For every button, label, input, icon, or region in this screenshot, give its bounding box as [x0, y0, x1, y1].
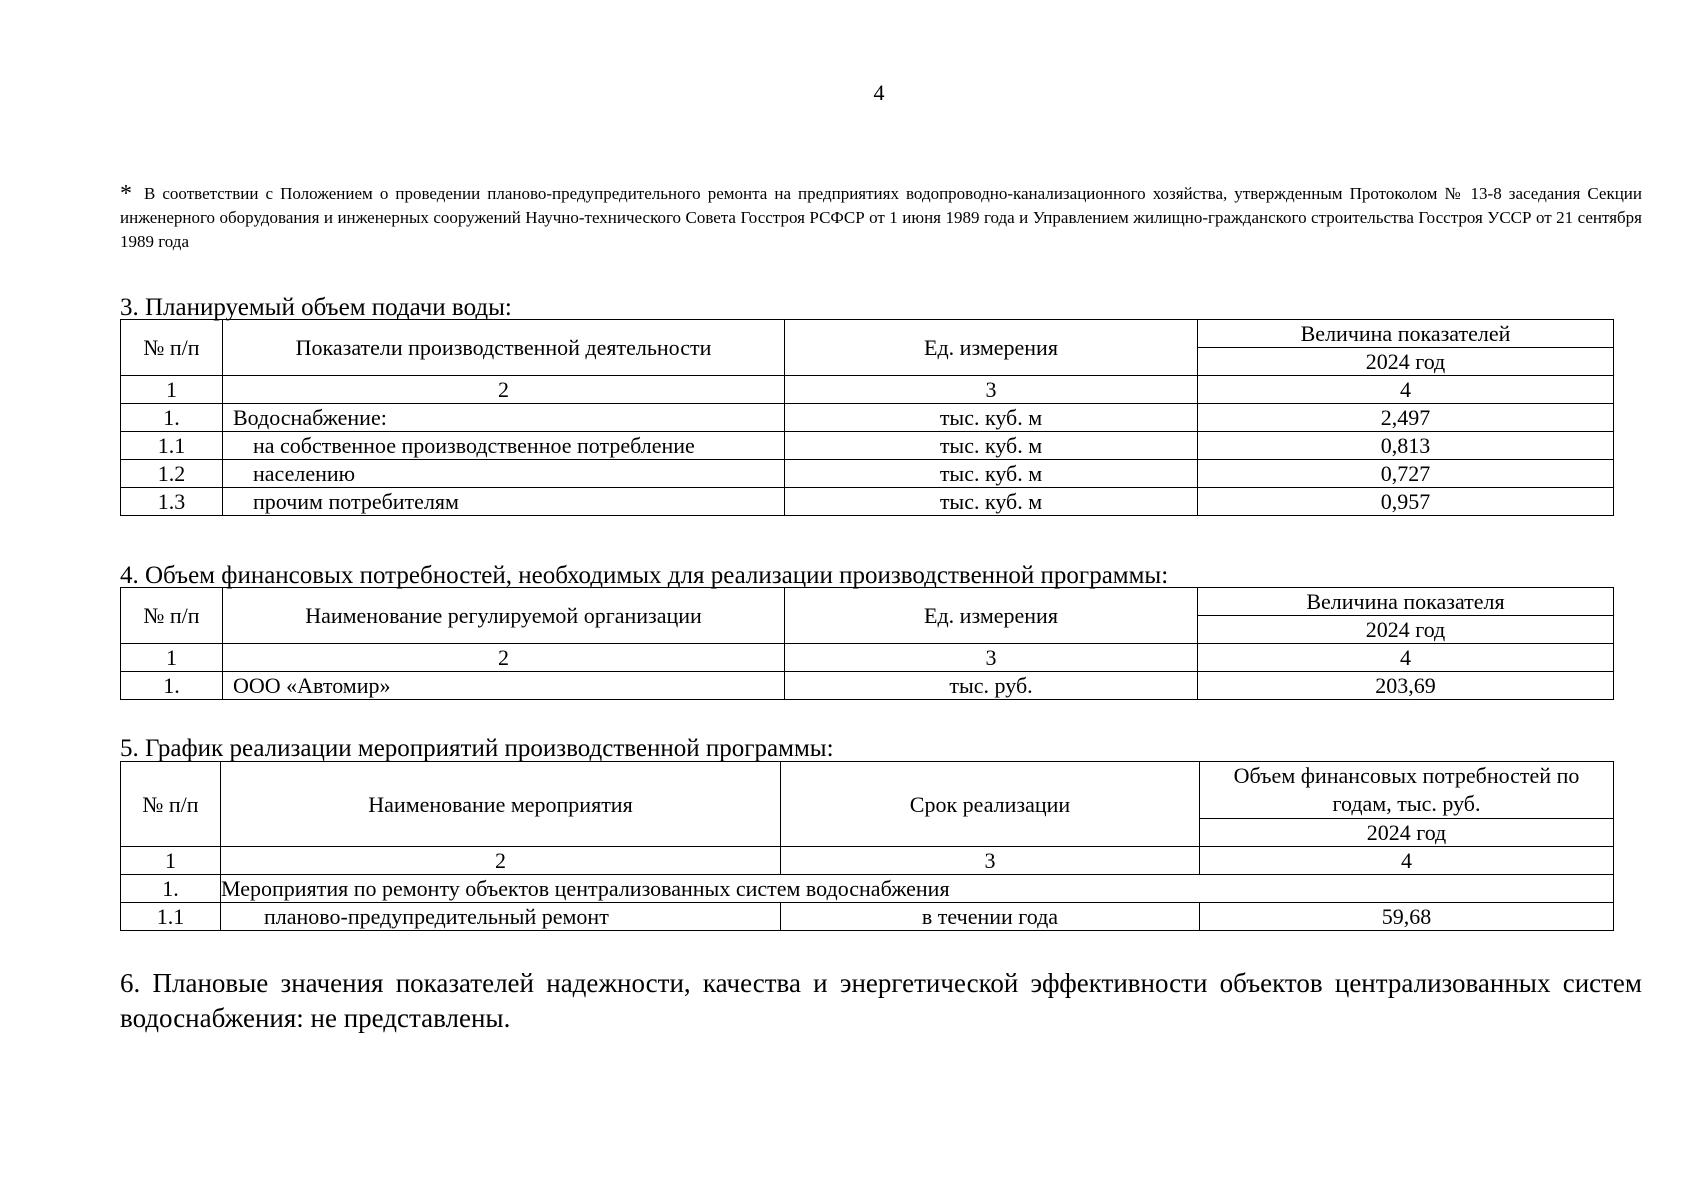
row-num: 1.1 [121, 903, 221, 931]
header-value-group: Объем финансовых потребностей по годам, тыс. руб. [1200, 762, 1614, 819]
column-number: 1 [121, 376, 223, 404]
schedule-table [120, 761, 1614, 931]
row-num: 1. [121, 875, 221, 903]
header-value-group: Величина показателей [1198, 320, 1614, 348]
footnote [120, 182, 1642, 254]
header-year: 2024 год [1198, 348, 1614, 376]
table-row [121, 432, 1614, 460]
financial-needs-table [120, 587, 1614, 700]
row-name: планово-предупредительный ремонт [221, 903, 781, 931]
row-unit: тыс. куб. м [785, 488, 1198, 516]
header-name: Наименование регулируемой организации [223, 588, 785, 644]
column-numbers-row [121, 847, 1614, 875]
row-unit: тыс. куб. м [785, 460, 1198, 488]
table-header-row [121, 320, 1614, 348]
row-unit: тыс. куб. м [785, 432, 1198, 460]
header-term: Срок реализации [781, 762, 1200, 847]
row-value: 0,727 [1198, 460, 1614, 488]
column-number: 3 [781, 847, 1200, 875]
section3-title: 3. Планируемый объем подачи воды: [120, 294, 512, 321]
row-value: 0,957 [1198, 488, 1614, 516]
header-num: № п/п [121, 588, 223, 644]
header-year: 2024 год [1200, 819, 1614, 847]
row-num: 1.3 [121, 488, 223, 516]
table-row [121, 672, 1614, 700]
water-supply-table [120, 319, 1614, 516]
section6-text: 6. Плановые значения показателей надежности, качества и энергетической эффективности объектов централизованных систем водоснабжения: не представлены. [120, 968, 1642, 1033]
row-num: 1.1 [121, 432, 223, 460]
column-number: 1 [121, 644, 223, 672]
column-numbers-row [121, 644, 1614, 672]
row-num: 1. [121, 672, 223, 700]
table-row [121, 488, 1614, 516]
header-unit: Ед. измерения [785, 588, 1198, 644]
footnote-text: В соответствии с Положением о проведении планово-предупредительного ремонта на предприятиях водопроводно-канализационного хозяйства, утвержденным Протоколом № 13-8 заседания Секции инженерного оборудования и инженерных сооружений Научно-технического Совета Госстроя РСФСР от 1 июня 1989 года и Управлением жилищно-гражданского строительства Госстроя УССР от 21 сентября 1989 года [120, 184, 1642, 251]
table-row [121, 903, 1614, 931]
column-number: 4 [1200, 847, 1614, 875]
row-value: 59,68 [1200, 903, 1614, 931]
row-value: 203,69 [1198, 672, 1614, 700]
column-number: 2 [223, 376, 785, 404]
header-unit: Ед. измерения [785, 320, 1198, 376]
table-row [121, 404, 1614, 432]
row-name: прочим потребителям [223, 488, 785, 516]
table-header-row [121, 588, 1614, 616]
header-num: № п/п [121, 762, 221, 847]
row-name: ООО «Автомир» [223, 672, 785, 700]
row-group-name: Мероприятия по ремонту объектов централизованных систем водоснабжения [221, 875, 1614, 903]
header-year: 2024 год [1198, 616, 1614, 644]
row-term: в течении года [781, 903, 1200, 931]
row-num: 1.2 [121, 460, 223, 488]
row-unit: тыс. куб. м [785, 404, 1198, 432]
table-header-row [121, 762, 1614, 819]
header-num: № п/п [121, 320, 223, 376]
row-unit: тыс. руб. [785, 672, 1198, 700]
column-number: 1 [121, 847, 221, 875]
header-name: Показатели производственной деятельности [223, 320, 785, 376]
column-number: 4 [1198, 376, 1614, 404]
header-value-group: Величина показателя [1198, 588, 1614, 616]
column-number: 4 [1198, 644, 1614, 672]
header-name: Наименование мероприятия [221, 762, 781, 847]
row-num: 1. [121, 404, 223, 432]
page-number: 4 [873, 80, 885, 105]
section5-title: 5. График реализации мероприятий производственной программы: [120, 735, 834, 762]
row-value: 0,813 [1198, 432, 1614, 460]
table-group-row [121, 875, 1614, 903]
row-value: 2,497 [1198, 404, 1614, 432]
column-numbers-row [121, 376, 1614, 404]
row-name: населению [223, 460, 785, 488]
column-number: 3 [785, 376, 1198, 404]
column-number: 2 [221, 847, 781, 875]
footnote-star: * [120, 181, 132, 207]
section4-title: 4. Объем финансовых потребностей, необходимых для реализации производственной программы: [120, 562, 1169, 589]
column-number: 3 [785, 644, 1198, 672]
row-name: на собственное производственное потребление [223, 432, 785, 460]
table-row [121, 460, 1614, 488]
row-name: Водоснабжение: [223, 404, 785, 432]
column-number: 2 [223, 644, 785, 672]
